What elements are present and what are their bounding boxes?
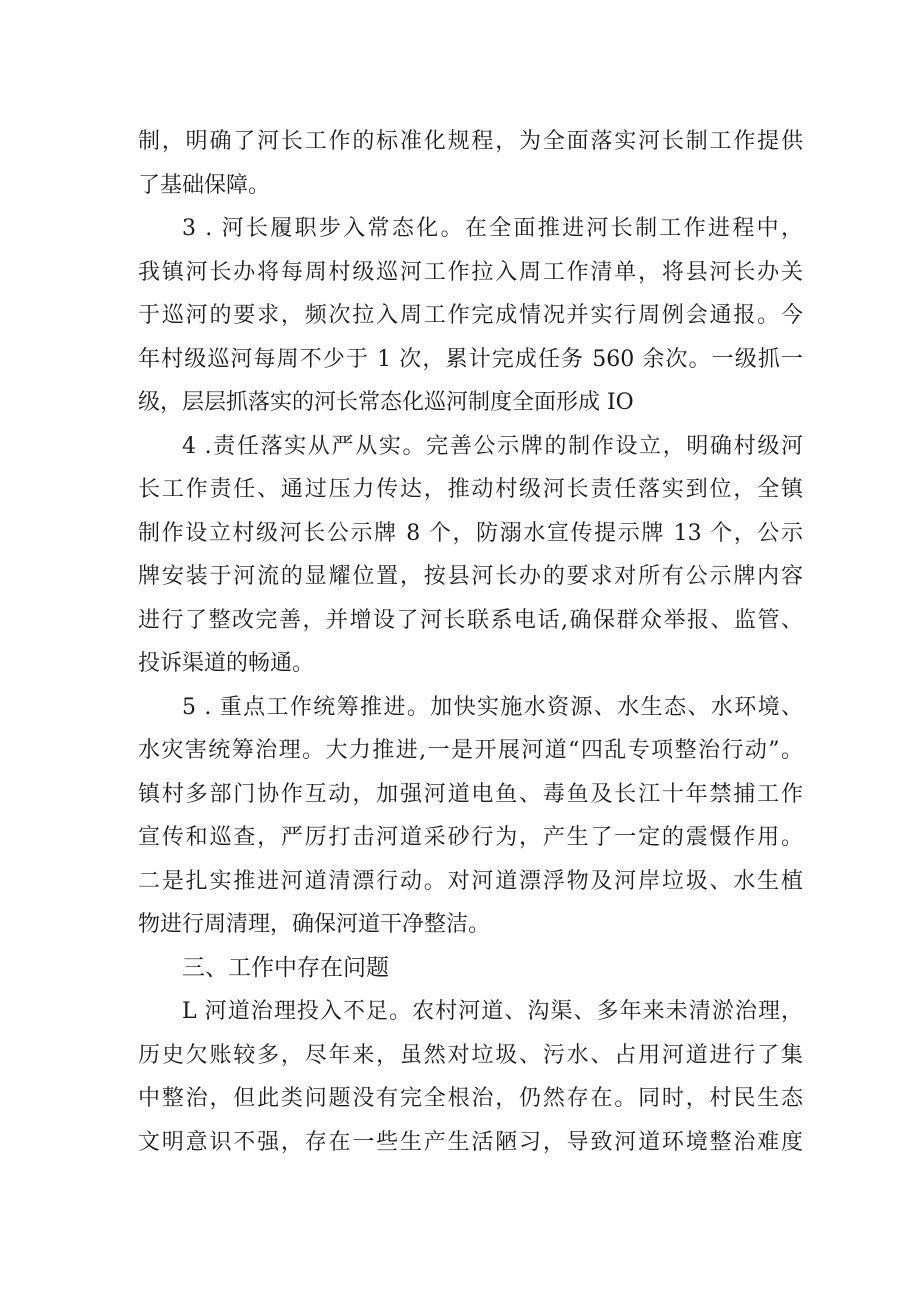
- text-line: 中整治，但此类问题没有完全根治，仍然存在。同时，村民生态: [138, 1086, 803, 1111]
- text-line: 我镇河长办将每周村级巡河工作拉入周工作清单，将县河长办关: [138, 259, 803, 285]
- paragraph-item-3: [138, 207, 803, 425]
- document-body: [138, 120, 803, 1164]
- text-line: 3 . 河长履职步入常态化。在全面推进河长制工作进程中，: [182, 216, 803, 241]
- text-line: 牌安装于河流的显耀位置，按县河长办的要求对所有公示牌内容: [138, 564, 803, 589]
- text-line: 制作设立村级河长公示牌 8 个，防溺水宣传提示牌 13 个，公示: [138, 520, 803, 546]
- paragraph-item-4: [138, 425, 803, 686]
- text-line: 水灾害统筹治理。大力推进,一是开展河道“四乱专项整治行动”。: [138, 738, 803, 763]
- text-line: 投诉渠道的畅通。: [138, 651, 315, 676]
- text-line: 镇村多部门协作互动，加强河道电鱼、毒鱼及长江十年禁捕工作: [138, 781, 803, 807]
- section-heading: 三、工作中存在问题: [182, 954, 389, 981]
- text-line: 4 .责任落实从严从实。完善公示牌的制作设立，明确村级河: [182, 433, 803, 459]
- text-line: 5 . 重点工作统筹推进。加快实施水资源、水生态、水环境、: [182, 694, 803, 720]
- text-line: 进行了整改完善，并增设了河长联系电话,确保群众举报、监管、: [138, 607, 803, 633]
- text-line: 制，明确了河长工作的标准化规程，为全面落实河长制工作提供: [138, 129, 803, 154]
- paragraph-item-5: [138, 686, 803, 947]
- text-line: 二是扎实推进河道清漂行动。对河道漂浮物及河岸垃圾、水生植: [138, 868, 803, 894]
- text-line: 级，层层抓落实的河长常态化巡河制度全面形成 IO: [138, 390, 634, 415]
- text-line: 于巡河的要求，频次拉入周工作完成情况并实行周例会通报。今: [138, 303, 803, 328]
- text-line: 长工作责任、通过压力传达，推动村级河长责任落实到位，全镇: [138, 477, 803, 502]
- text-line: 文明意识不强，存在一些生产生活陋习，导致河道环境整治难度: [138, 1129, 803, 1155]
- text-line: 历史欠账较多，尽年来，虽然对垃圾、污水、占用河道进行了集: [138, 1042, 803, 1068]
- paragraph-intro: [138, 120, 803, 207]
- text-line: 宣传和巡查，严厉打击河道采砂行为，产生了一定的震慑作用。: [138, 825, 803, 850]
- text-line: L 河道治理投入不足。农村河道、沟渠、多年来未清淤治理，: [182, 999, 803, 1024]
- text-line: 了基础保障。: [138, 172, 271, 198]
- paragraph-problem-1: [138, 990, 803, 1164]
- text-line: 年村级巡河每周不少于 1 次，累计完成任务 560 余次。一级抓一: [138, 346, 803, 372]
- text-line: 物进行周清理，确保河道干净整洁。: [138, 912, 491, 937]
